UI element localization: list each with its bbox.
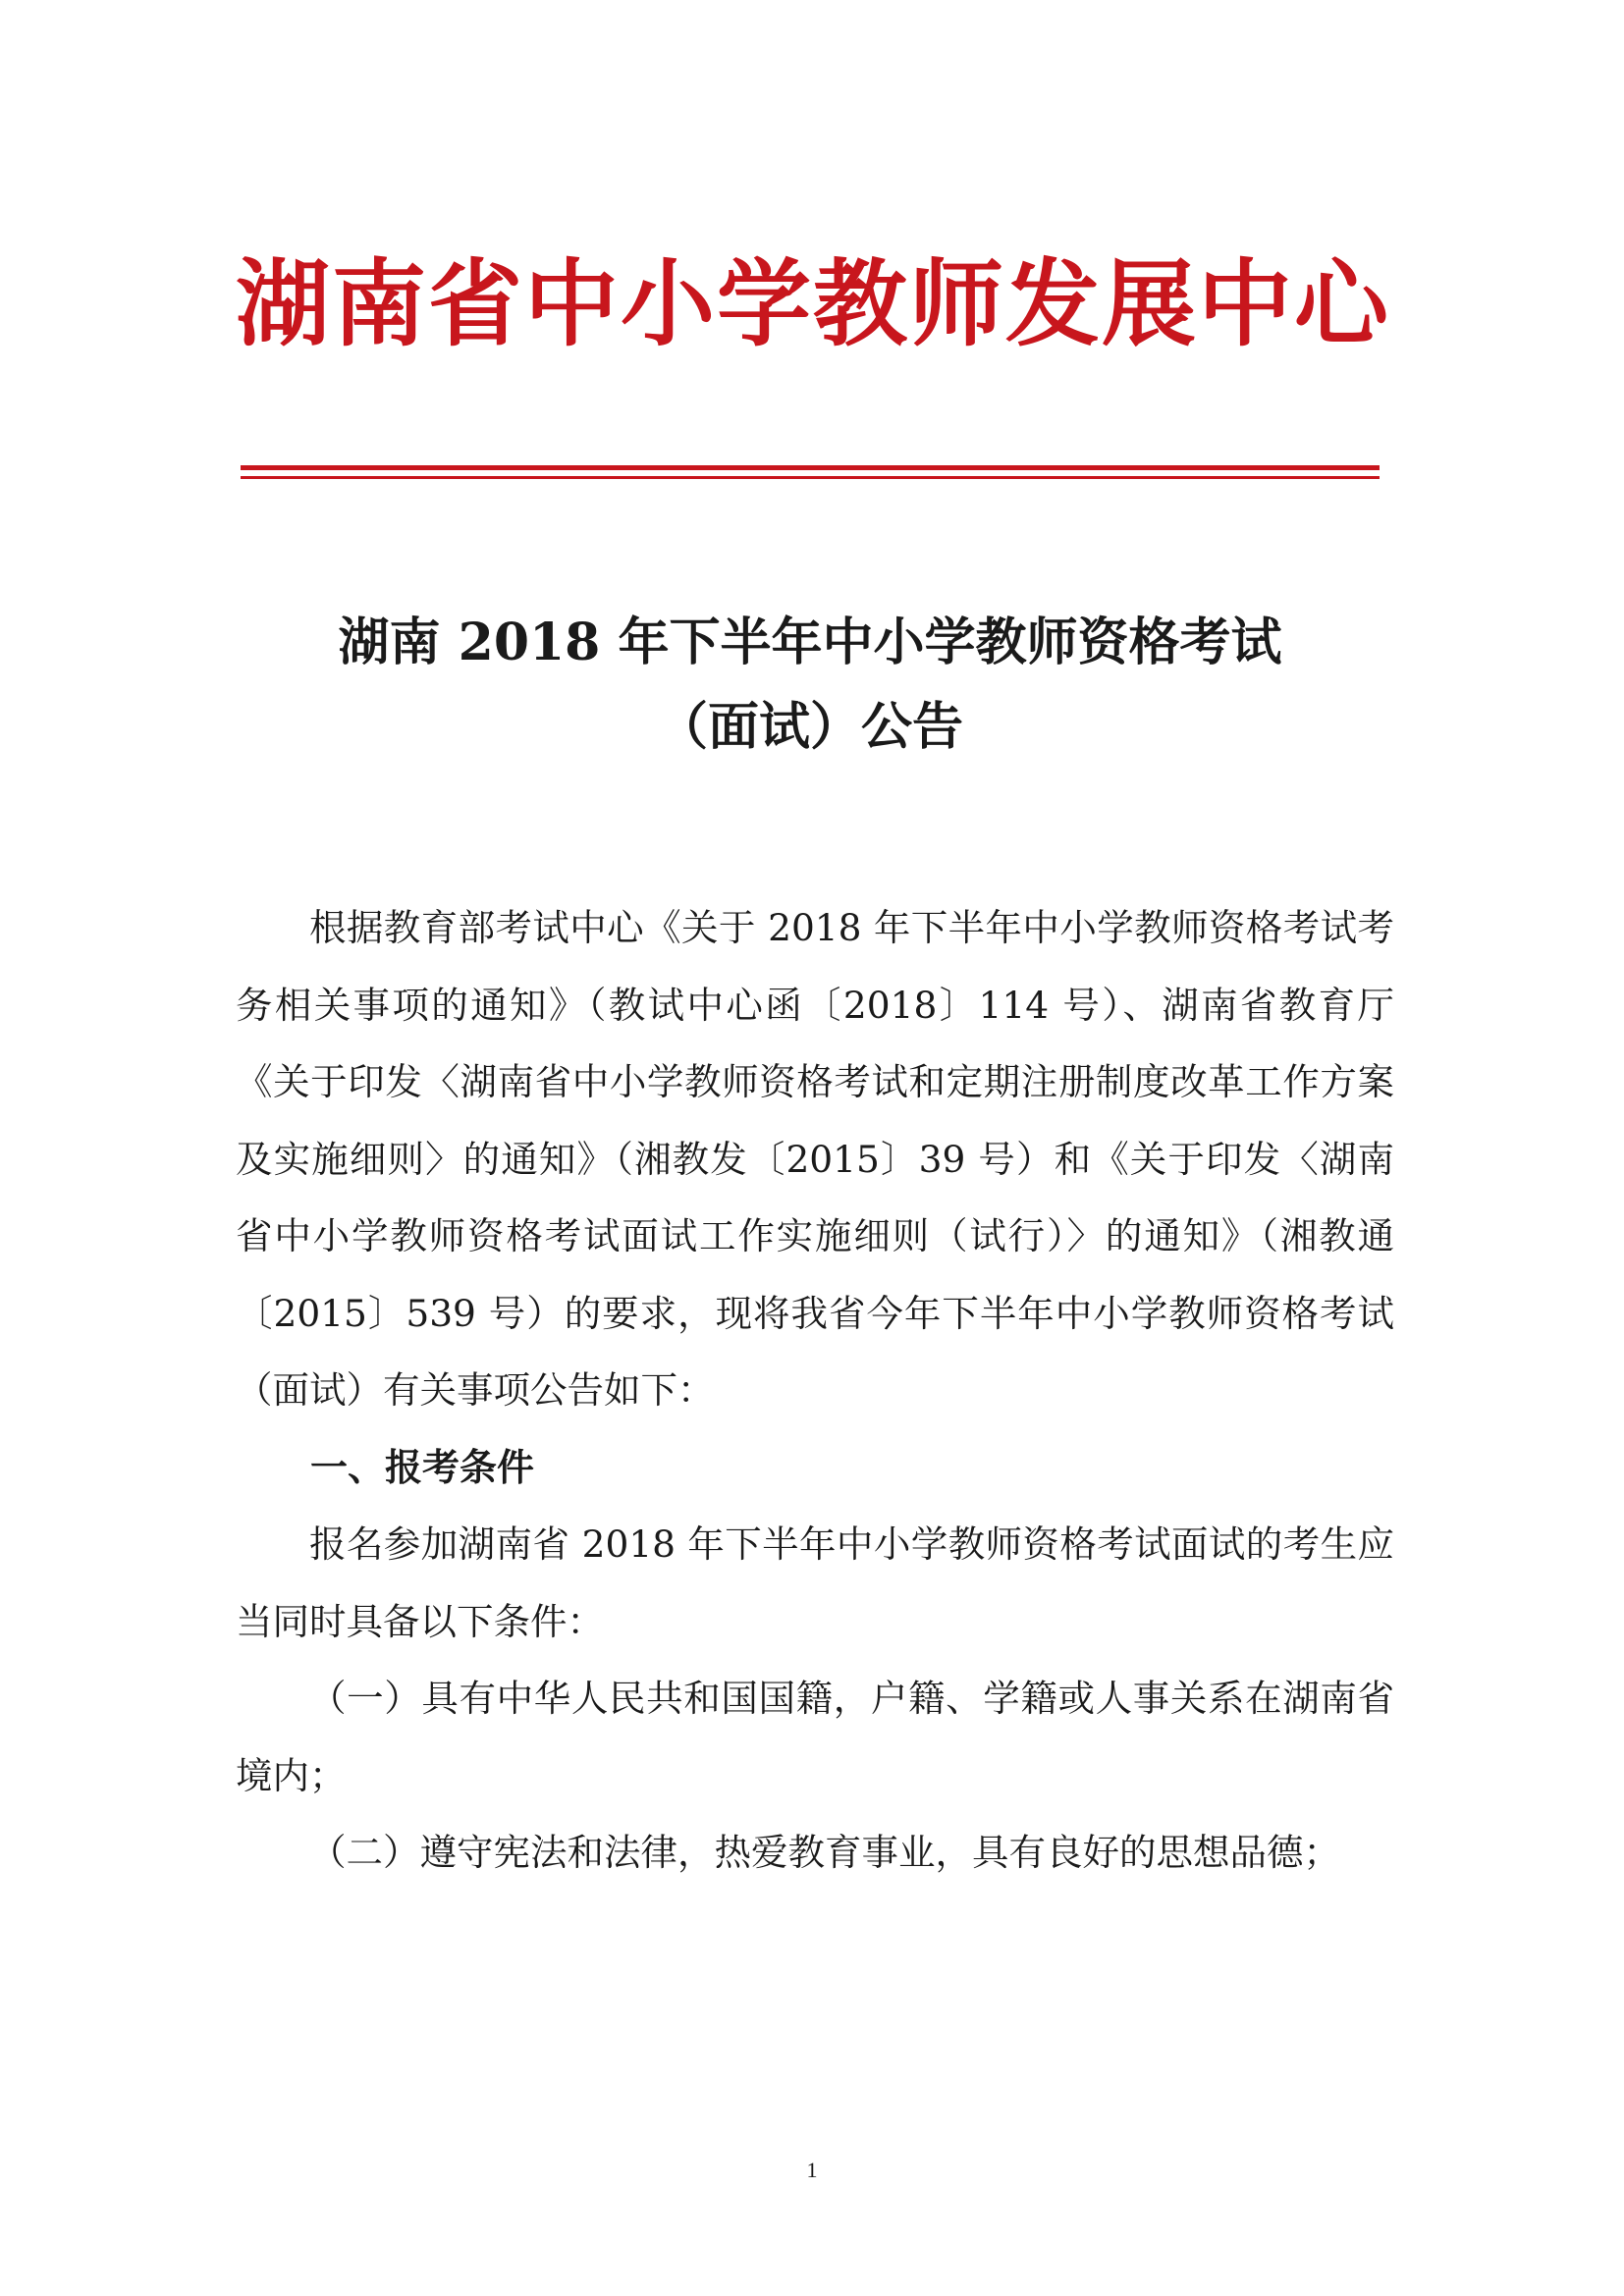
condition-paragraph-2: （二）遵守宪法和法律，热爱教育事业，具有良好的思想品德； (309, 1831, 1340, 1874)
document-title-line-2: （面试）公告 (656, 697, 963, 757)
page-number: 1 (806, 2158, 818, 2182)
letterhead-rule-thin (241, 476, 1380, 479)
section-heading-eligibility: 一、报考条件 (310, 1445, 535, 1489)
document-title-line-1: 湖南 2018 年下半年中小学教师资格考试 (338, 613, 1282, 672)
letterhead-rule-thick (241, 465, 1380, 470)
document-body (236, 889, 1394, 1892)
organization-letterhead: 湖南省中小学教师发展中心 (236, 248, 1390, 359)
condition-paragraph-1: （一）具有中华人民共和国国籍，户籍、学籍或人事关系在湖南省境内； (236, 1677, 1394, 1797)
eligibility-intro-paragraph: 报名参加湖南省 2018 年下半年中小学教师资格考试面试的考生应当同时具备以下条件： (236, 1522, 1394, 1643)
intro-paragraph: 根据教育部考试中心《关于 2018 年下半年中小学教师资格考试考务相关事项的通知》（教试中心函〔2018〕114 号）、湖南省教育厅《关于印发〈湖南省中小学教师资格考试和定期注册制度改革工作方案及实施细则〉的通知》（湘教发〔2015〕39 号）和《关于印发〈湖南省中小学教师资格考试面试工作实施细则（试行）〉的通知》（湘教通〔2015〕539 号）的要求，现将我省今年下半年中小学教师资格考试（面试）有关事项公告如下： (236, 906, 1394, 1412)
